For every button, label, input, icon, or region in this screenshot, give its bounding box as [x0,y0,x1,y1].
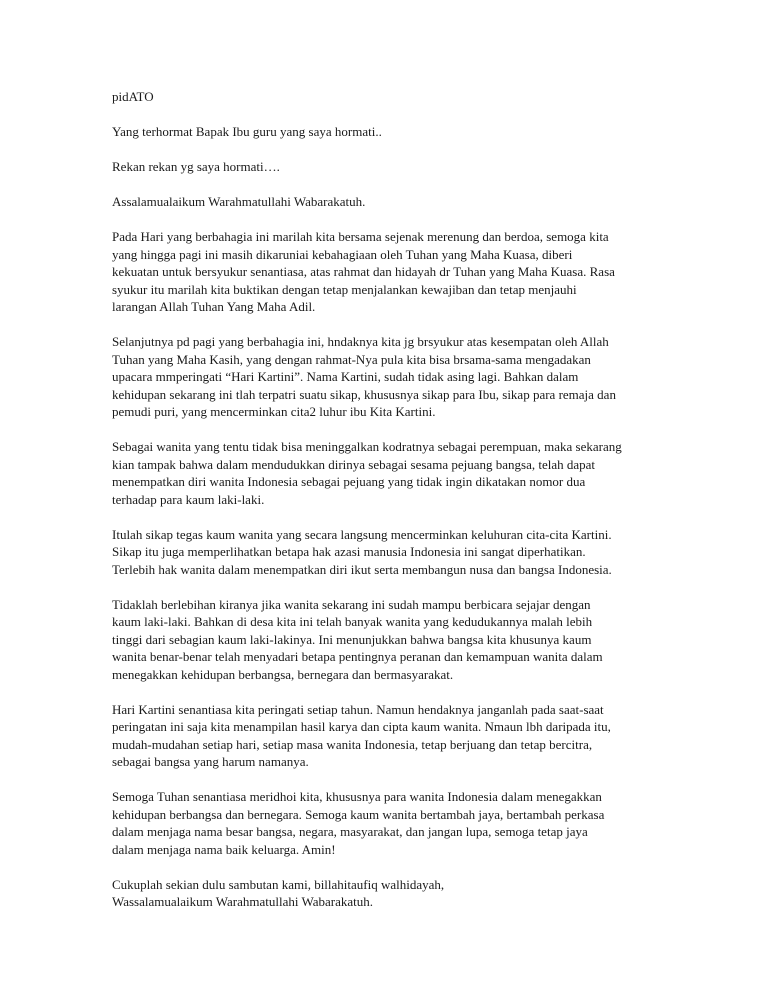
paragraph [112,526,652,579]
text-line: Semoga Tuhan senantiasa meridhoi kita, khususnya para wanita Indonesia dalam menegakkan [112,789,602,804]
greeting-line: Yang terhormat Bapak Ibu guru yang saya hormati.. [112,124,382,139]
text-line: kian tampak bahwa dalam mendudukkan dirinya sebagai sesama pejuang bangsa, telah dapat [112,456,595,472]
text-line: Itulah sikap tegas kaum wanita yang secara langsung mencerminkan keluhuran cita-cita Kartini. [112,526,612,542]
text-line: kehidupan berbangsa dan bernegara. Semoga kaum wanita bertambah jaya, bertambah perkasa [112,806,605,822]
text-line: menempatkan diri wanita Indonesia sebagai pejuang yang tidak ingin dikatakan nomor dua [112,474,586,489]
text-line: yang hingga pagi ini masih dikaruniai kebahagiaan oleh Tuhan yang Maha Kuasa, diberi [112,246,573,262]
paragraph [112,333,652,421]
text-line: kekuatan untuk bersyukur senantiasa, atas rahmat dan hidayah dr Tuhan yang Maha Kuasa. Rasa [112,264,615,279]
text-line: Hari Kartini senantiasa kita peringati setiap tahun. Namun hendaknya janganlah pada saat-saat [112,701,604,717]
text-line: upacara mmperingati “Hari Kartini”. Nama Kartini, sudah tidak asing lagi. Bahkan dalam [112,369,579,384]
text-line: dalam menjaga nama baik keluarga. Amin! [112,841,336,857]
text-line: Terlebih hak wanita dalam menempatkan diri ikut serta membangun nusa dan bangsa Indonesia. [112,561,612,577]
text-line: mudah-mudahan setiap hari, setiap masa wanita Indonesia, tetap berjuang dan tetap bercitra, [112,736,593,752]
text-line: menegakkan kehidupan berbangsa, bernegara dan bermasyarakat. [112,666,454,682]
text-line: wanita benar-benar telah menyadari betapa pentingnya peranan dan kemampuan wanita dalam [112,649,603,664]
paragraph [112,701,652,771]
text-line: Pada Hari yang berbahagia ini marilah kita bersama sejenak merenung dan berdoa, semoga kita [112,229,609,244]
text-line: sebagai bangsa yang harum namanya. [112,754,309,769]
text-line: Selanjutnya pd pagi yang berbahagia ini, hndaknya kita jg brsyukur atas kesempatan oleh Allah [112,334,609,349]
document-page [112,88,652,928]
greeting-line: Rekan rekan yg saya hormati…. [112,159,280,174]
paragraph [112,596,652,684]
text-line: Tuhan yang Maha Kasih, yang dengan rahmat-Nya pula kita bisa brsama-sama mengadakan [112,351,591,367]
paragraph [112,788,652,858]
paragraph [112,228,652,316]
text-line: larangan Allah Tuhan Yang Maha Adil. [112,299,316,314]
text-line: pemudi puri, yang mencerminkan cita2 luhur ibu Kita Kartini. [112,404,436,419]
text-line: peringatan ini saja kita menampilan hasil karya dan cipta kaum wanita. Nmaun lbh daripada itu, [112,719,611,734]
paragraph [112,438,652,508]
text-line: syukur itu marilah kita buktikan dengan tetap menjalankan kewajiban dan tetap menjauhi [112,281,577,297]
text-line: dalam menjaga nama besar bangsa, negara, masyarakat, dan jangan lupa, semoga tetap jaya [112,824,588,839]
text-line: Wassalamualaikum Warahmatullahi Wabarakatuh. [112,894,373,909]
document-title: pidATO [112,89,154,104]
text-line: Tidaklah berlebihan kiranya jika wanita sekarang ini sudah mampu berbicara sejajar dengan [112,596,591,612]
text-line: kaum laki-laki. Bahkan di desa kita ini telah banyak wanita yang kedudukannya malah lebih [112,614,593,629]
text-line: tinggi dari sebagian kaum laki-lakinya. Ini menunjukkan bahwa bangsa kita khusunya kaum [112,631,592,647]
greeting-line: Assalamualaikum Warahmatullahi Wabarakatuh. [112,194,366,209]
text-line: Sebagai wanita yang tentu tidak bisa meninggalkan kodratnya sebagai perempuan, maka sekarang [112,439,622,454]
closing [112,876,652,911]
text-line: terhadap para kaum laki-laki. [112,491,265,507]
text-line: Cukuplah sekian dulu sambutan kami, billahitaufiq walhidayah, [112,876,445,892]
text-line: kehidupan sekarang ini tlah terpatri suatu sikap, khususnya sikap para Ibu, sikap para remaja dan [112,386,616,402]
text-line: Sikap itu juga memperlihatkan betapa hak azasi manusia Indonesia ini sangat diperhatikan. [112,544,586,559]
